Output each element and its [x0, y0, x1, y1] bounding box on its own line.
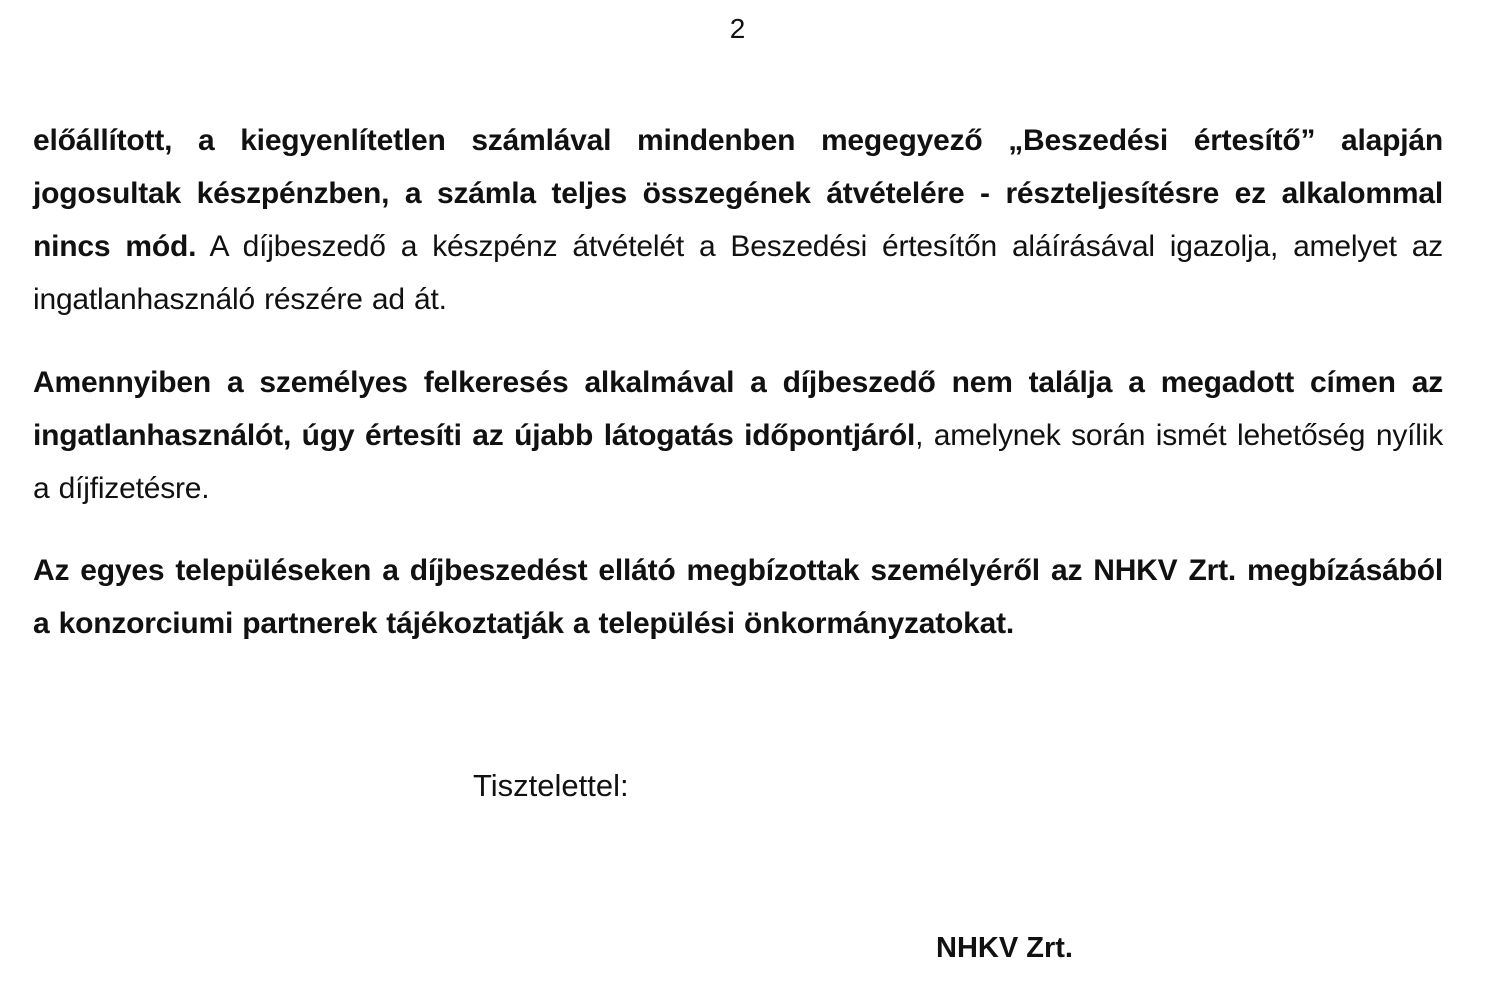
paragraph-revisit-notice [33, 356, 1443, 515]
paragraph-payment-collection [33, 114, 1443, 326]
paragraph-normal-text: , amelynek során ismét lehetőség nyílik a díjfizetésre. [33, 419, 1443, 505]
page-number: 2 [729, 13, 746, 44]
closing-greeting: Tisztelettel: [473, 768, 629, 803]
paragraph-bold-text: Amennyiben a személyes felkeresés alkalmával a díjbeszedő nem találja a megadott címen az ingatlanhasználót, úgy értesíti az újabb látogatás időpontjáról [33, 366, 1443, 452]
paragraph-bold-text: Az egyes településeken a díjbeszedést ellátó megbízottak személyéről az NHKV Zrt. megbízásából a konzorciumi partnerek tájékoztatják a települési önkormányzatokat. [33, 554, 1443, 640]
signature-company: NHKV Zrt. [936, 932, 1073, 964]
paragraph-municipality-info [33, 544, 1443, 650]
paragraph-normal-text: A díjbeszedő a készpénz átvételét a Beszedési értesítőn aláírásával igazolja, amelyet az ingatlanhasználó részére ad át. [33, 230, 1443, 316]
paragraph-bold-text: előállított, a kiegyenlítetlen számlával mindenben megegyező „Beszedési értesítő” alapján jogosultak készpénzben, a számla teljes összegének átvételére - részteljesítésre ez alkalommal nincs mód. [33, 124, 1443, 263]
